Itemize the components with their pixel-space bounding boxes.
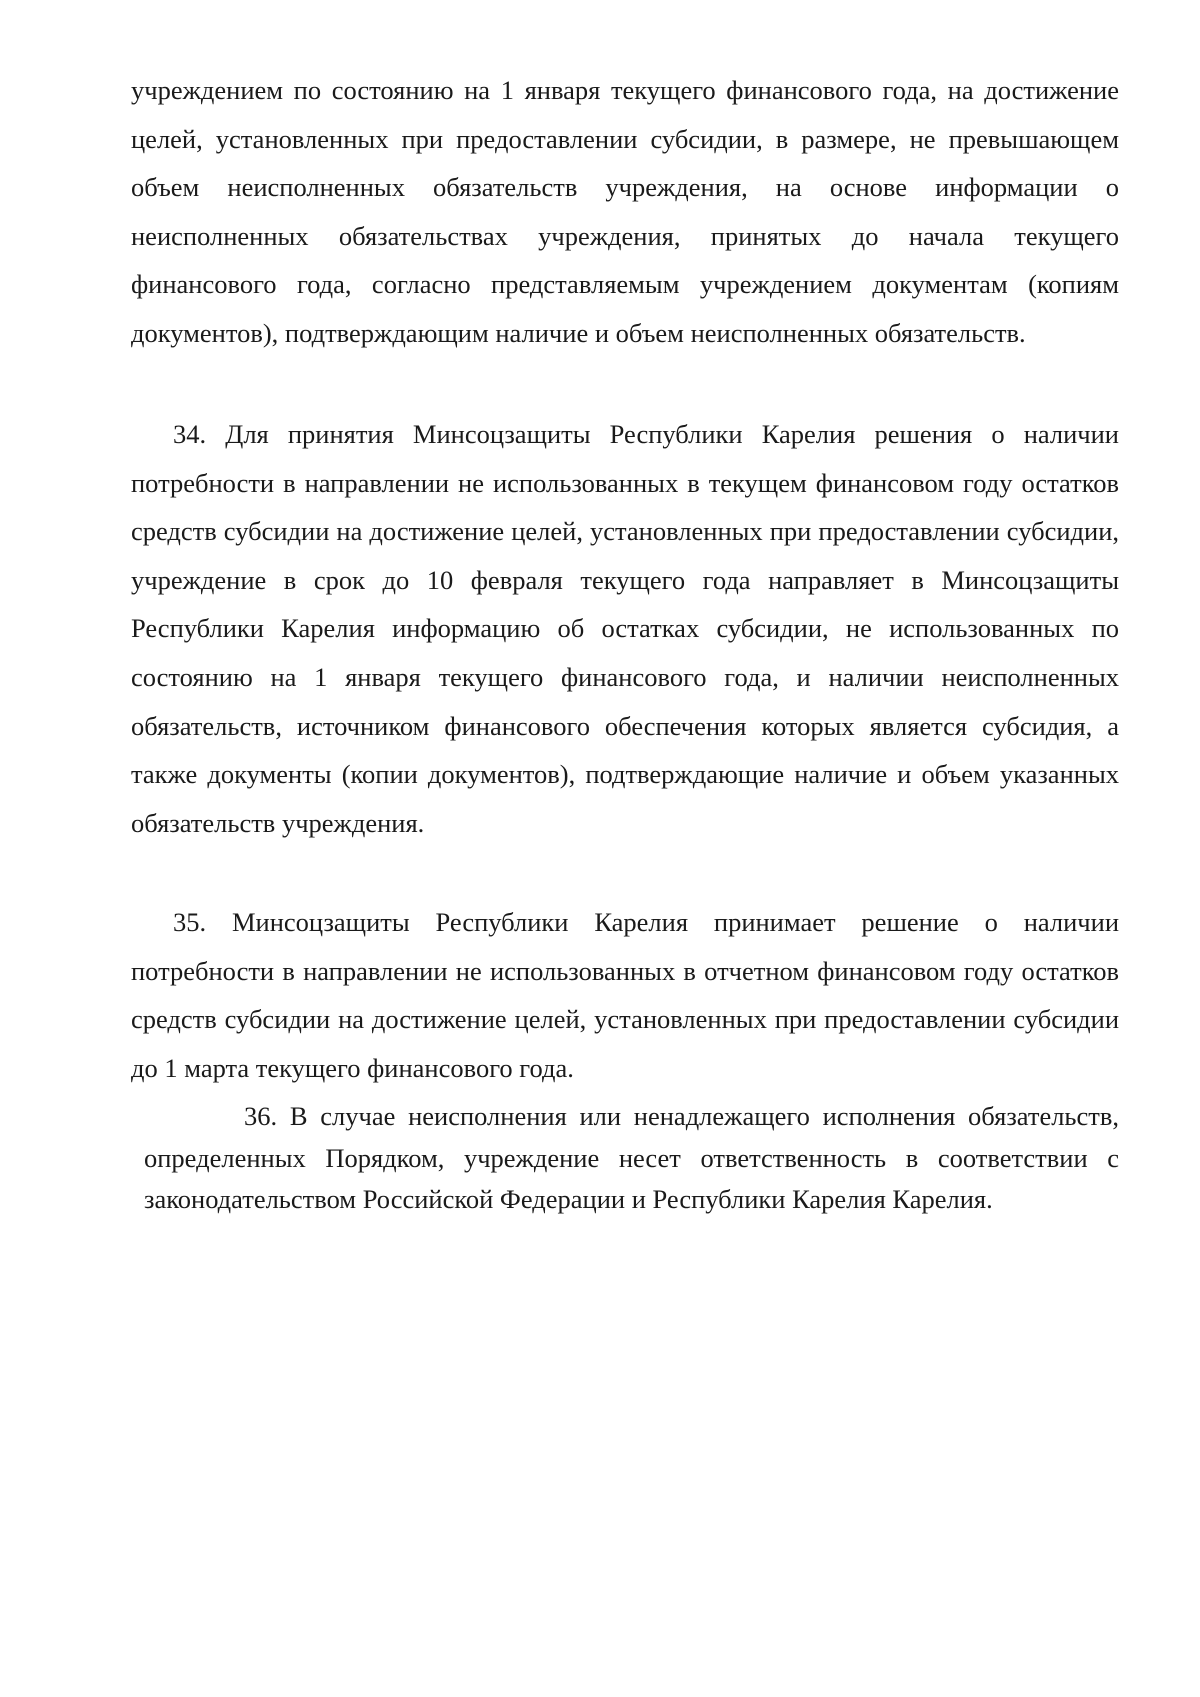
paragraph-continuation: учреждением по состоянию на 1 января текущего финансового года, на достижение целей, установленных при предоставлении субсидии, в размере, не превышающем объем неисполненных обязательств учреждения, на основе информации о неисполненных обязательствах учреждения, принятых до начала текущего финансового года, согласно представляемым учреждением документам (копиям документов), подтверждающим наличие и объем неисполненных обязательств. <box>131 75 1119 348</box>
paragraph-36: 36. В случае неисполнения или ненадлежащего исполнения обязательств, определенных Порядком, учреждение несет ответственность в соответствии с законодательством Российской Федерации и Республики Карелия Карелия. <box>144 1101 1119 1214</box>
paragraph-35: 35. Минсоцзащиты Республики Карелия принимает решение о наличии потребности в направлении не использованных в отчетном финансовом году остатков средств субсидии на достижение целей, установленных при предоставлении субсидии до 1 марта текущего финансового года. <box>131 907 1119 1083</box>
paragraph-34: 34. Для принятия Минсоцзащиты Республики Карелия решения о наличии потребности в направлении не использованных в текущем финансовом году остатков средств субсидии на достижение целей, установленных при предоставлении субсидии, учреждение в срок до 10 февраля текущего года направляет в Минсоцзащиты Республики Карелия информацию об остатках субсидии, не использованных по состоянию на 1 января текущего финансового года, и наличии неисполненных обязательств, источником финансового обеспечения которых является субсидия, а также документы (копии документов), подтверждающие наличие и объем указанных обязательств учреждения. <box>131 419 1119 838</box>
